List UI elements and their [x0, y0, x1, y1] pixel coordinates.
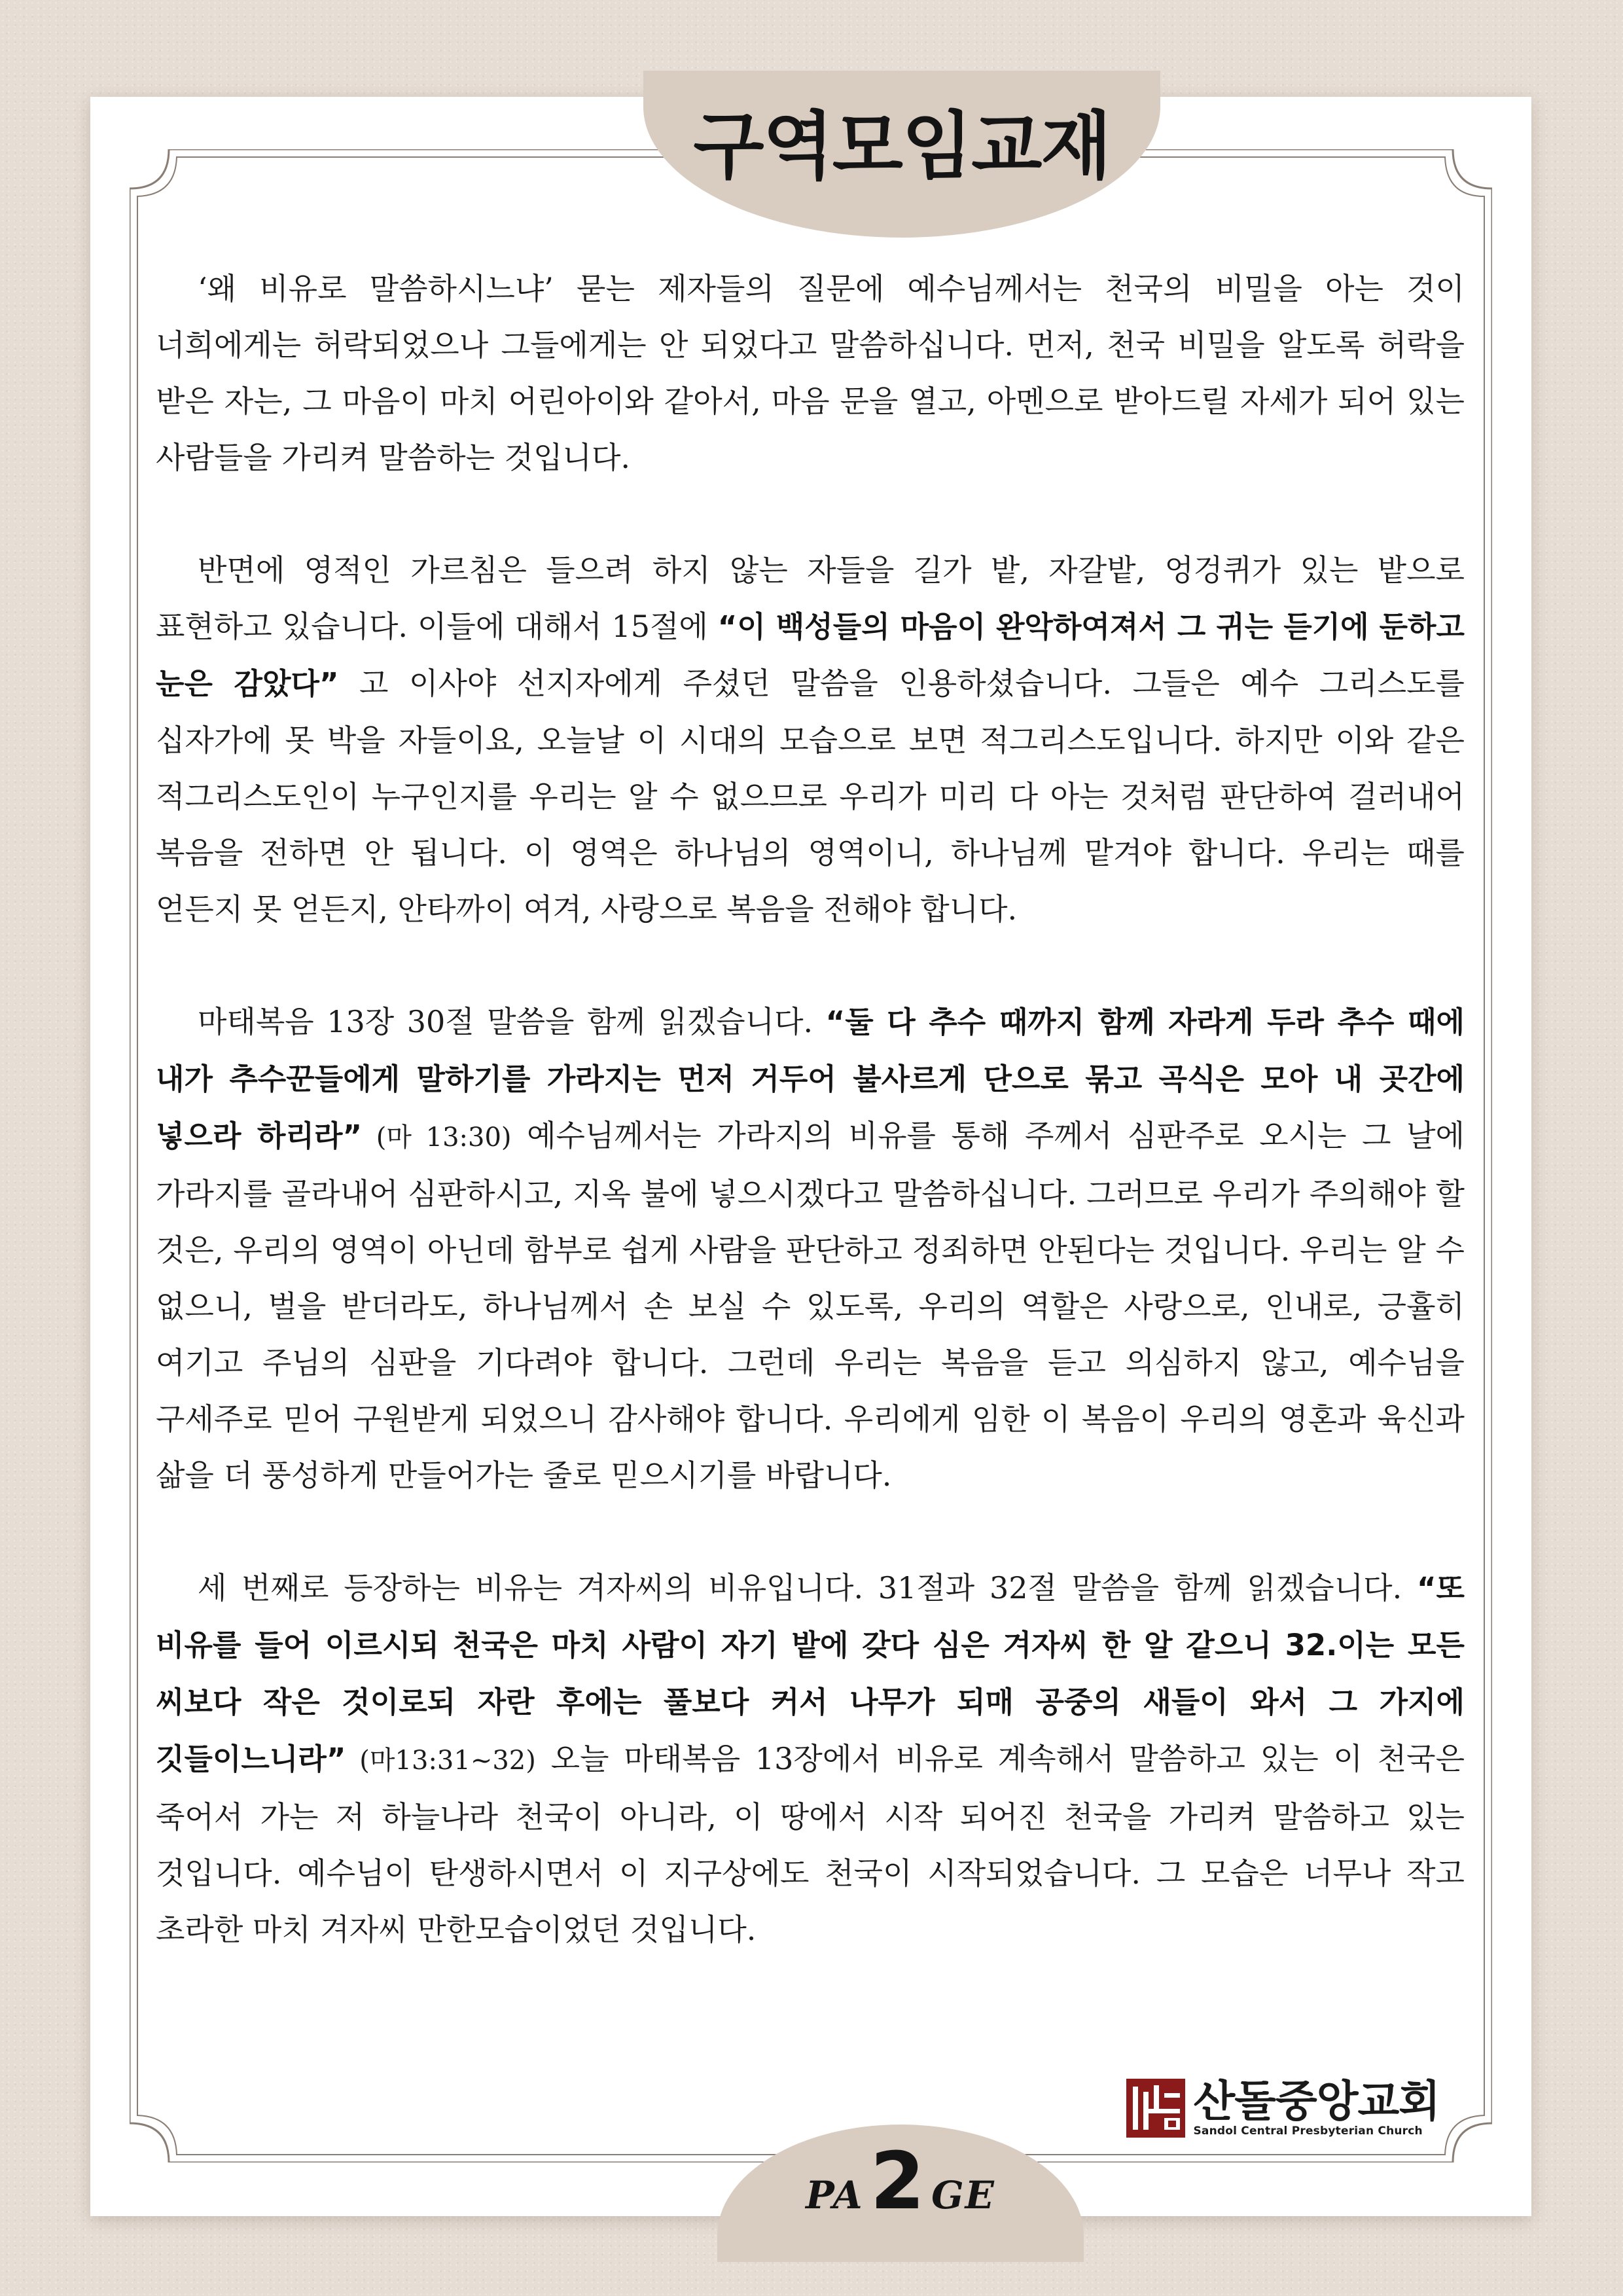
paragraph-1: [156, 260, 1465, 486]
paragraph-text: 예수님께서는 가라지의 비유를 통해 주께서 심판주로 오시는 그 날에 가라지를 골라내어 심판하시고, 지옥 불에 넣으시겠다고 말씀하십니다. 그러므로 우리가 주의해야 할 것은, 우리의 영역이 아닌데 함부로 쉽게 사람을 판단하고 정죄하면 안된다는 것입니다. 우리는 알 수 없으니, 벌을 받더라도, 하나님께서 손 보실 수 있도록, 우리의 역할은 사랑으로, 인내로, 긍휼히 여기고 주님의 심판을 기다려야 합니다. 그런데 우리는 복음을 듣고 의심하지 않고, 예수님을 구세주로 믿어 구원받게 되었으니 감사해야 합니다. 우리에게 임한 이 복음이 우리의 영혼과 육신과 삶을 더 풍성하게 만들어가는 줄로 믿으시기를 바랍니다.: [156, 1118, 1465, 1493]
main-text: [156, 260, 1465, 2014]
page-label: [806, 2136, 995, 2227]
page-number-tab: [717, 2125, 1084, 2262]
page-card: [90, 97, 1531, 2227]
paragraph-text: 반면에 영적인 가르침은 들으려 하지 않는 자들을 길가 밭, 자갈밭, 엉겅퀴가 있는 밭으로 표현하고 있습니다. 이들에 대해서 15절에: [156, 552, 1465, 644]
page-title: 구역모임교재: [693, 104, 1111, 189]
page-number: 2: [870, 2136, 925, 2227]
logo-text: [1193, 2075, 1440, 2138]
church-logo: [1126, 2075, 1440, 2138]
scripture-quote: “둘 다 추수 때까지 함께 자라게 두라 추수 때에 내가 추수꾼들에게 말하기를 가라지는 먼저 거두어 불사르게 단으로 묶고 곡식은 모아 내 곳간에 넣으라 하리라”: [156, 1005, 1465, 1153]
paragraph-3: [156, 994, 1465, 1503]
paragraph-text: ‘왜 비유로 말씀하시느냐’ 묻는 제자들의 질문에 예수님께서는 천국의 비밀을 아는 것이 너희에게는 허락되었으나 그들에게는 안 되었다고 말씀하십니다. 먼저, 천국 비밀을 알도록 허락을 받은 자는, 그 마음이 마치 어린아이와 같아서, 마음 문을 열고, 아멘으로 받아드릴 자세가 되어 있는 사람들을 가리켜 말씀하는 것입니다.: [156, 271, 1465, 475]
church-name-english: Sandol Central Presbyterian Church: [1193, 2124, 1423, 2138]
scripture-reference: (마 13:30): [362, 1122, 512, 1153]
page-label-suffix: GE: [931, 2173, 995, 2217]
title-tab: [643, 71, 1160, 238]
scripture-reference: (마13:31~32): [346, 1746, 536, 1776]
page-label-prefix: PA: [806, 2173, 864, 2217]
scripture-quote: “이 백성들의 마음이 완악하여져서 그 귀는 듣기에 둔하고 눈은 감았다”: [156, 609, 1465, 701]
paragraph-2: [156, 542, 1465, 937]
paragraph-text: 세 번째로 등장하는 비유는 겨자씨의 비유입니다. 31절과 32절 말씀을 함께 읽겠습니다.: [198, 1570, 1417, 1605]
church-emblem-icon: [1126, 2079, 1185, 2138]
paragraph-text: 마태복음 13장 30절 말씀을 함께 읽겠습니다.: [198, 1004, 826, 1039]
paragraph-text: 오늘 마태복음 13장에서 비유로 계속해서 말씀하고 있는 이 천국은 죽어서 가는 저 하늘나라 천국이 아니라, 이 땅에서 시작 되어진 천국을 가리켜 말씀하고 있는 것입니다. 예수님이 탄생하시면서 이 지구상에도 천국이 시작되었습니다. 그 모습은 너무나 작고 초라한 마치 겨자씨 만한모습이었던 것입니다.: [156, 1741, 1465, 1947]
church-name: 산돌중앙교회: [1193, 2075, 1440, 2126]
scripture-quote: “또 비유를 들어 이르시되 천국은 마치 사람이 자기 밭에 갖다 심은 겨자씨 한 알 같으니 32.이는 모든 씨보다 작은 것이로되 자란 후에는 풀보다 커서 나무가 되매 공중의 새들이 와서 그 가지에 깃들이느니라”: [156, 1571, 1465, 1776]
paragraph-text: 고 이사야 선지자에게 주셨던 말씀을 인용하셨습니다. 그들은 예수 그리스도를 십자가에 못 박을 자들이요, 오늘날 이 시대의 모습으로 보면 적그리스도입니다. 하지만 이와 같은 적그리스도인이 누구인지를 우리는 알 수 없으므로 우리가 미리 다 아는 것처럼 판단하여 걸러내어 복음을 전하면 안 됩니다. 이 영역은 하나님의 영역이니, 하나님께 맡겨야 합니다. 우리는 때를 얻든지 못 얻든지, 안타까이 여겨, 사랑으로 복음을 전해야 합니다.: [156, 666, 1465, 927]
paragraph-4: [156, 1560, 1465, 1958]
